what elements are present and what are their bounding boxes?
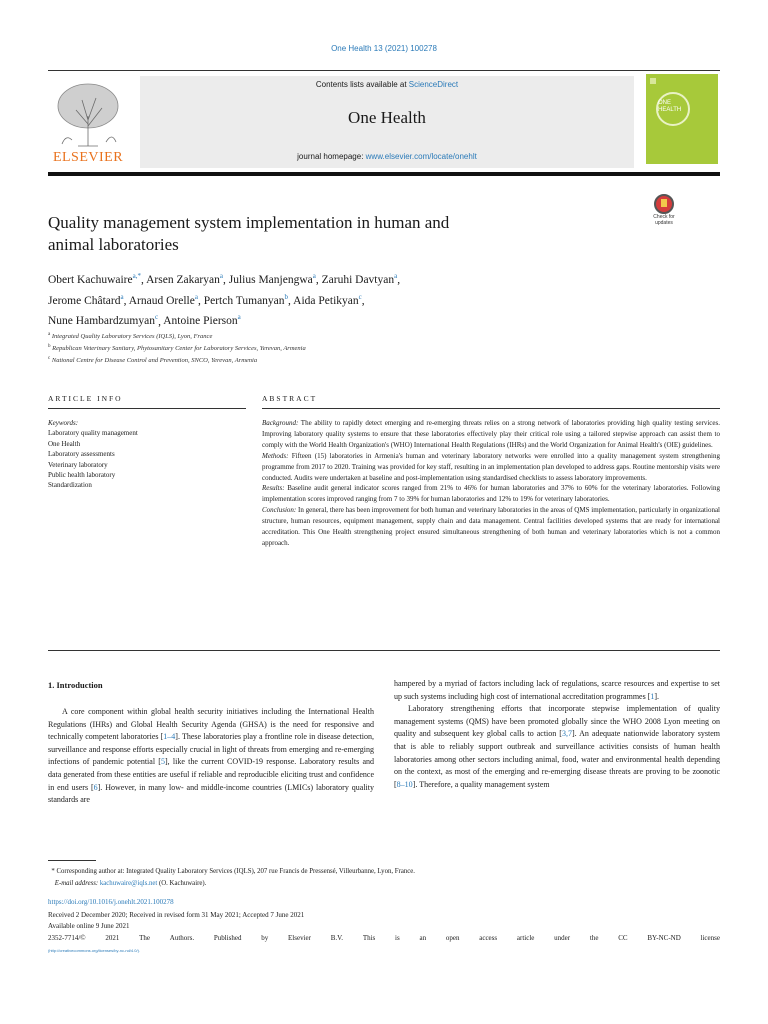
license-word: B.V. bbox=[330, 934, 344, 942]
keyword: Standardization bbox=[48, 481, 92, 490]
license-word: CC bbox=[618, 934, 628, 942]
abstract-bottom-rule bbox=[48, 650, 720, 651]
abstract-background: Background: The ability to rapidly detect emerging and re-emerging threats relies on a strong network of laboratories providing high quality testing services. Improving laboratory quality systems to ensure that these laboratories effectively play their critical role using a tailored stepwise approach can assist them to comply with the World Health Organization's (WHO) International Health Regulations (IHRs) and the World Organization for Animal Health's (OIE) guidelines. bbox=[262, 419, 720, 449]
citation-link[interactable]: 5 bbox=[160, 757, 165, 767]
license-word: an bbox=[419, 934, 427, 942]
affiliation-marker[interactable]: a bbox=[219, 272, 223, 280]
license-word: This bbox=[362, 934, 376, 942]
author-name[interactable]: Nune Hambardzumyan$^c$ bbox=[48, 313, 159, 328]
license-link[interactable]: (http://creativecommons.org/licenses/by-nc-nd/4.0/). bbox=[48, 948, 141, 953]
license-word: under bbox=[554, 934, 571, 942]
affiliations bbox=[48, 330, 648, 366]
citation-link[interactable]: 8–10 bbox=[396, 779, 413, 789]
article-history: Received 2 December 2020; Received in revised form 31 May 2021; Accepted 7 June 2021 Available online 9 June 2021 bbox=[48, 911, 305, 930]
keywords-block bbox=[48, 418, 246, 491]
body-column-left: A core component within global health security initiatives including the International Health Regulations (IHRs) and Global Health Security Agenda (GHSA) is the need for responsive and technically competent laboratories [1–4]. These laboratories play a frontline role in disease detection, surveillance and response efforts especially crucial in light of threats from emerging and re-emerging infections of pandemic potential [5], like the current COVID-19 response. Laboratory results and data generated from these entities are useful if reliable and reproducible eliciting trust and confidence in end users [6]. However, in many low- and middle-income countries (LMICs) laboratory quality standards are bbox=[48, 707, 374, 805]
sciencedirect-link[interactable]: ScienceDirect bbox=[408, 80, 459, 89]
license-word: Elsevier bbox=[288, 934, 311, 942]
badge-label: Check for updates bbox=[653, 214, 675, 226]
corresponding-author-footnote: * Corresponding author at: Integrated Quality Laboratory Services (IQLS), 207 rue Francis de Pressensé, Villeurbanne, Lyon, France. E-mail address: kachuwaire@iqls.net (O. Kachuwaire). bbox=[48, 868, 415, 887]
affiliation-marker[interactable]: c bbox=[154, 313, 159, 322]
author-name[interactable]: Jerome Châtard$^a$ bbox=[48, 292, 124, 307]
author-name[interactable]: Antoine Pierson$^a$ bbox=[163, 313, 241, 328]
license-word: article bbox=[516, 934, 535, 942]
author-name[interactable]: Aida Petikyan$^c$ bbox=[293, 292, 362, 307]
abstract-methods: Methods: Fifteen (15) laboratories in Armenia's human and veterinary laboratory networks were enrolled into a quality management system strengthening programme from 2017 to 2020. Training was provided for key staff, resulting in an implementation plan developed to address gaps. Routine mentorship visits were conducted. Audits were undertaken at baseline and post-implementation using standardised checklists to assess laboratory improvements. bbox=[262, 451, 720, 482]
license-word: Authors. bbox=[169, 934, 195, 942]
author-list: Obert Kachuwaire$^{a,*}$, Arsen Zakaryan$^a$, Julius Manjengwa$^a$, Zaruhi Davtyan$^a$, Jerome Châtard$^a$, Arnaud Orelle$^a$, Pertch Tumanyan$^b$, Aida Petikyan$^c$, Nune Hambardzumyan$^c$, Antoine Pierson$^a$ bbox=[48, 272, 401, 328]
journal-reference[interactable]: One Health 13 (2021) 100278 bbox=[331, 44, 437, 53]
footnote-rule bbox=[48, 860, 96, 861]
author-name[interactable]: Julius Manjengwa$^a$ bbox=[228, 272, 316, 286]
article-title: Quality management system implementation in human and animal laboratories bbox=[48, 213, 450, 254]
license-word: by bbox=[261, 934, 269, 942]
abstract-rule bbox=[262, 408, 720, 409]
affiliation: $^c$ National Centre for Disease Control and Prevention, SNCO, Yerevan, Armenia bbox=[48, 356, 258, 365]
keyword: Laboratory quality management bbox=[48, 429, 138, 438]
citation-link[interactable]: 6 bbox=[93, 782, 98, 792]
author-name[interactable]: Obert Kachuwaire$^{a,*}$ bbox=[48, 272, 141, 286]
affiliation-marker[interactable]: a bbox=[120, 292, 124, 301]
publisher-wordmark: ELSEVIER bbox=[52, 150, 124, 165]
check-for-updates-badge[interactable] bbox=[646, 194, 682, 234]
body-column-right bbox=[394, 678, 720, 791]
journal-homepage-link[interactable]: www.elsevier.com/locate/onehlt bbox=[365, 152, 477, 161]
author-name[interactable]: Zaruhi Davtyan$^a$ bbox=[321, 272, 398, 286]
abstract-heading: ABSTRACT bbox=[262, 394, 318, 403]
affiliation-marker[interactable]: a bbox=[394, 272, 398, 280]
affiliation-marker[interactable]: a bbox=[312, 272, 316, 280]
affiliation-marker[interactable]: a,* bbox=[132, 272, 141, 280]
affiliation-marker[interactable]: b bbox=[284, 292, 289, 301]
license-word: BY-NC-ND bbox=[647, 934, 681, 942]
keyword: Veterinary laboratory bbox=[48, 460, 108, 469]
journal-cover-thumbnail[interactable] bbox=[646, 74, 718, 164]
keywords-label: Keywords: bbox=[48, 419, 79, 427]
keyword: One Health bbox=[48, 439, 81, 448]
abstract-text bbox=[262, 418, 720, 549]
affiliation: $^a$ Integrated Quality Laboratory Services (IQLS), Lyon, France bbox=[48, 332, 213, 341]
abstract-conclusion: Conclusion: In general, there has been improvement for both human and veterinary laboratories in the areas of QMS implementation, particularly in organizational structure, human resources, equipment management, supply chain and data management. Central facilities developed systems that are ready for international accreditation. This One Health strengthening project ensured simultaneous strengthening of both human and veterinary laboratories which is not a common approach. bbox=[262, 506, 720, 547]
doi-link[interactable]: https://doi.org/10.1016/j.onehlt.2021.100278 bbox=[48, 898, 174, 906]
license-word: is bbox=[395, 934, 400, 942]
author-name[interactable]: Arsen Zakaryan$^a$ bbox=[146, 272, 223, 286]
license-word: The bbox=[139, 934, 151, 942]
paragraph: Laboratory strengthening efforts that incorporate stepwise implementation of quality management systems (QMS) have been promoted globally since the WHO 2008 Lyon meeting on quality and subsequent key global calls to action [3,7]. An adequate nationwide laboratory system that is able to reliably support outbreak and surveillance activities consists of human health laboratories among other sectors including animal, food, water and environmental health depending on the context, as most of the emerging and re-emerging disease threats are proving to be zoonotic [8–10]. Therefore, a quality management system bbox=[394, 704, 720, 789]
license-word: 2021 bbox=[105, 934, 120, 942]
keyword: Public health laboratory bbox=[48, 471, 116, 480]
affiliation-marker[interactable]: a bbox=[237, 313, 241, 322]
abstract-results: Results: Baseline audit general indicator scores ranged from 21% to 46% for human laboratories and 37% to 60% for the veterinary laboratories. Following implementation scores improved ranging from 7 to 39% for human laboratories and 12% to 19% for veterinary laboratories. bbox=[262, 484, 720, 504]
license-statement bbox=[48, 934, 720, 942]
keyword: Laboratory assessments bbox=[48, 450, 115, 459]
masthead-rule bbox=[48, 172, 720, 176]
citation-link[interactable]: 1 bbox=[650, 691, 655, 701]
license-word: the bbox=[589, 934, 599, 942]
author-name[interactable]: Pertch Tumanyan$^b$ bbox=[203, 292, 289, 307]
author-name[interactable]: Arnaud Orelle$^a$ bbox=[128, 292, 198, 307]
journal-title: One Health bbox=[348, 108, 426, 127]
check-updates-icon bbox=[654, 194, 674, 214]
introduction-heading: 1. Introduction bbox=[48, 680, 103, 690]
license-word: open bbox=[445, 934, 460, 942]
citation-link[interactable]: 1–4 bbox=[163, 732, 176, 742]
paragraph: hampered by a myriad of factors including lack of regulations, scarce resources and expertise to set up such systems including high cost of international accreditation programmes [1]. bbox=[394, 679, 720, 701]
license-word: Published bbox=[213, 934, 242, 942]
contents-line: Contents lists available at ScienceDirect bbox=[315, 80, 459, 89]
article-info-rule bbox=[48, 408, 246, 409]
license-word: access bbox=[479, 934, 498, 942]
email-link[interactable]: kachuwaire@iqls.net bbox=[99, 880, 158, 887]
cover-title: ONE HEALTH bbox=[658, 100, 682, 113]
affiliation-marker[interactable]: a bbox=[194, 292, 198, 301]
license-word: license bbox=[700, 934, 720, 942]
license-word: 2352-7714/© bbox=[48, 934, 86, 942]
cover-logo-icon bbox=[650, 78, 656, 84]
affiliation-marker[interactable]: c bbox=[358, 292, 362, 301]
citation-link[interactable]: 3,7 bbox=[561, 729, 572, 739]
journal-homepage-line: journal homepage: www.elsevier.com/locate/onehlt bbox=[297, 152, 477, 161]
affiliation: $^b$ Republican Veterinary Sanitary, Phytosanitary Center for Laboratory Services, Yerevan, Armenia bbox=[48, 344, 306, 353]
article-info-heading: ARTICLE INFO bbox=[48, 394, 123, 403]
